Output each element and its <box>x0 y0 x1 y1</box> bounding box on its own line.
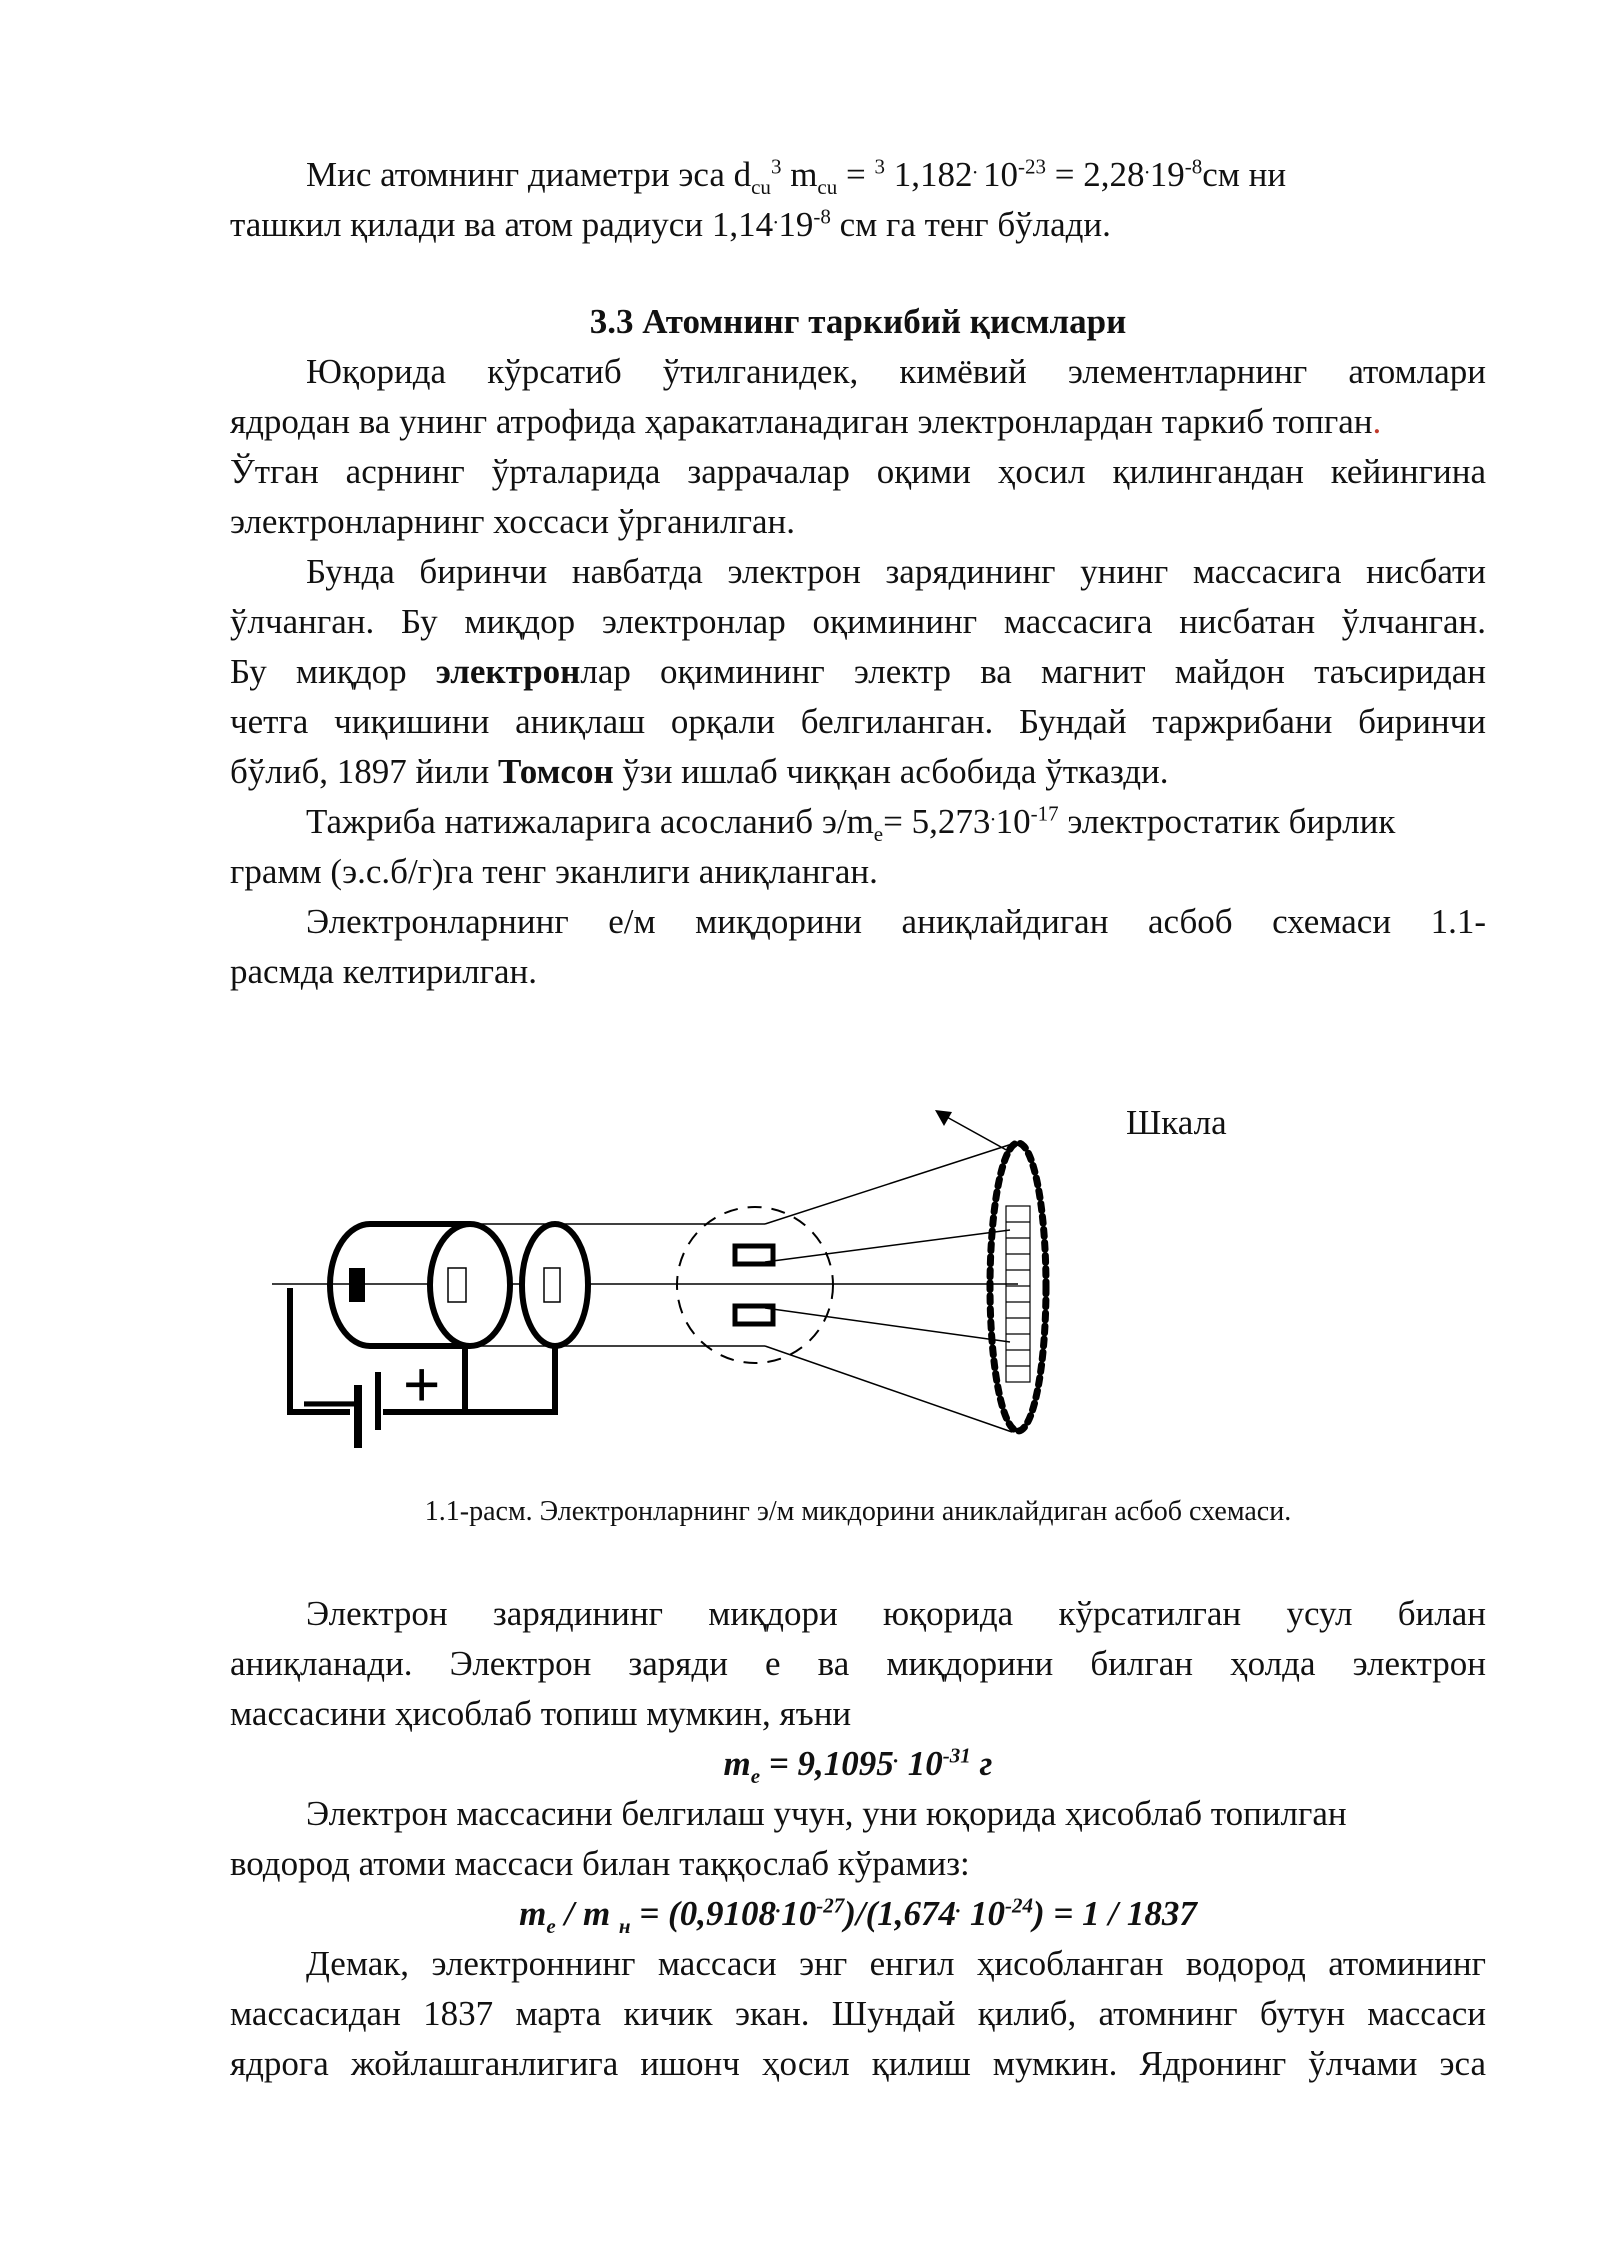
text-line: бўлиб, 1897 йили Томсон ўзи ишлаб чиққан асбобида ўтказди. <box>230 752 1169 791</box>
scale-ticks <box>1006 1222 1030 1366</box>
formula-mass-ratio: $m_e$ / m $_н = (0,9108^.10^{-27})/(1,674^.$ $10^{-24}) = 1 / 1837$ <box>519 1893 1197 1938</box>
text-line: массасини ҳисоблаб топиш мумкин, яъни <box>230 1694 852 1733</box>
text-line: Электронларнинг е/м миқдорини аниқлайдиган асбоб схемаси 1.1- <box>306 902 1486 941</box>
formula-electron-mass: $m_e = 9,1095^.$ $10^{-31}$ г <box>723 1743 993 1788</box>
text-line: ядрога жойлашганлигига ишонч ҳосил қилиш мумкин. Ядронинг ўлчами эса <box>230 2044 1486 2083</box>
text-line: ядродан ва унинг атрофида ҳаракатланадиган электронлардан таркиб топган. <box>230 402 1382 441</box>
scale-pointer-line <box>945 1116 1010 1152</box>
text-line: Мис атомнинг диаметри эса $d_{cu}^3$ $m_{cu} = ^3$ 1,182. $10^{-23} = 2,28^.19^{-8}см$ ни <box>306 154 1287 199</box>
collimator-disc <box>522 1224 588 1346</box>
section-heading: 3.3 Атомнинг таркибий қисмлари <box>589 302 1127 341</box>
cathode-plate <box>349 1268 365 1302</box>
paragraph-conclusion <box>230 1939 1486 2089</box>
text-line: Электрон массасини белгилаш учун, уни юқорида ҳисоблаб топилган <box>306 1794 1347 1833</box>
text-line: грамм (э.с.б/г)га тенг эканлиги аниқланган. <box>230 852 878 891</box>
text-line: ташкил қилади ва атом радиуси $1,14^.19^{-8}$ см га тенг бўлади. <box>230 204 1111 244</box>
text-line: Ўтган асрнинг ўрталарида заррачалар оқими ҳосил қилингандан кейингина <box>230 452 1486 491</box>
ray-line <box>765 1230 1010 1262</box>
text-line: ўлчанган. Бу миқдор электронлар оқимининг массасига нисбатан ўлчанган. <box>230 602 1486 641</box>
paragraph-hydrogen-compare <box>230 1789 1486 1889</box>
anode-disc <box>430 1224 510 1346</box>
fluorescent-screen <box>990 1143 1046 1431</box>
deflection-field-circle <box>677 1207 833 1363</box>
text-line: массасидан 1837 марта кичик экан. Шундай қилиб, атомнинг бутун массаси <box>230 1994 1486 2033</box>
minus-sign: — <box>304 1372 356 1430</box>
text-line: Тажриба натижаларига асосланиб $э/m_e= 5,273^.10^{-17}$ электростатик бирлик <box>306 801 1396 846</box>
ray-line <box>765 1346 1012 1432</box>
plus-sign: + <box>403 1348 441 1420</box>
text-line: расмда келтирилган. <box>230 952 538 991</box>
ray-line <box>765 1144 1012 1224</box>
text-line: электронларнинг хоссаси ўрганилган. <box>230 502 795 541</box>
text-line: Юқорида кўрсатиб ўтилганидек, кимёвий элементларнинг атомлари <box>306 352 1486 391</box>
text-line: Бунда биринчи навбатда электрон зарядининг унинг массасига нисбати <box>306 552 1486 591</box>
ray-line <box>765 1308 1010 1342</box>
paragraph-electron-charge <box>230 1589 1486 1739</box>
figure-caption: 1.1-расм. Электронларнинг э/м микдорини аниклайдиган асбоб схемаси. <box>424 1496 1292 1527</box>
scale-grid <box>1006 1206 1030 1382</box>
scale-label: Шкала <box>1126 1103 1227 1142</box>
text-line: четга чиқишини аниқлаш орқали белгиланган. Бундай таржрибани биринчи <box>230 702 1486 741</box>
text-line: водород атоми массаси билан таққослаб кўрамиз: <box>230 1844 970 1883</box>
text-line: Бу миқдор электронлар оқимининг электр ва магнит майдон таъсиридан <box>230 652 1486 691</box>
text-line: аниқланади. Электрон заряди е ва миқдорини билган ҳолда электрон <box>230 1644 1486 1683</box>
text-line: Электрон зарядининг миқдори юқорида кўрсатилган усул билан <box>306 1594 1486 1633</box>
circuit-wire <box>465 1346 555 1412</box>
text-line: Демак, электроннинг массаси энг енгил ҳисобланган водород атомининг <box>306 1944 1486 1983</box>
